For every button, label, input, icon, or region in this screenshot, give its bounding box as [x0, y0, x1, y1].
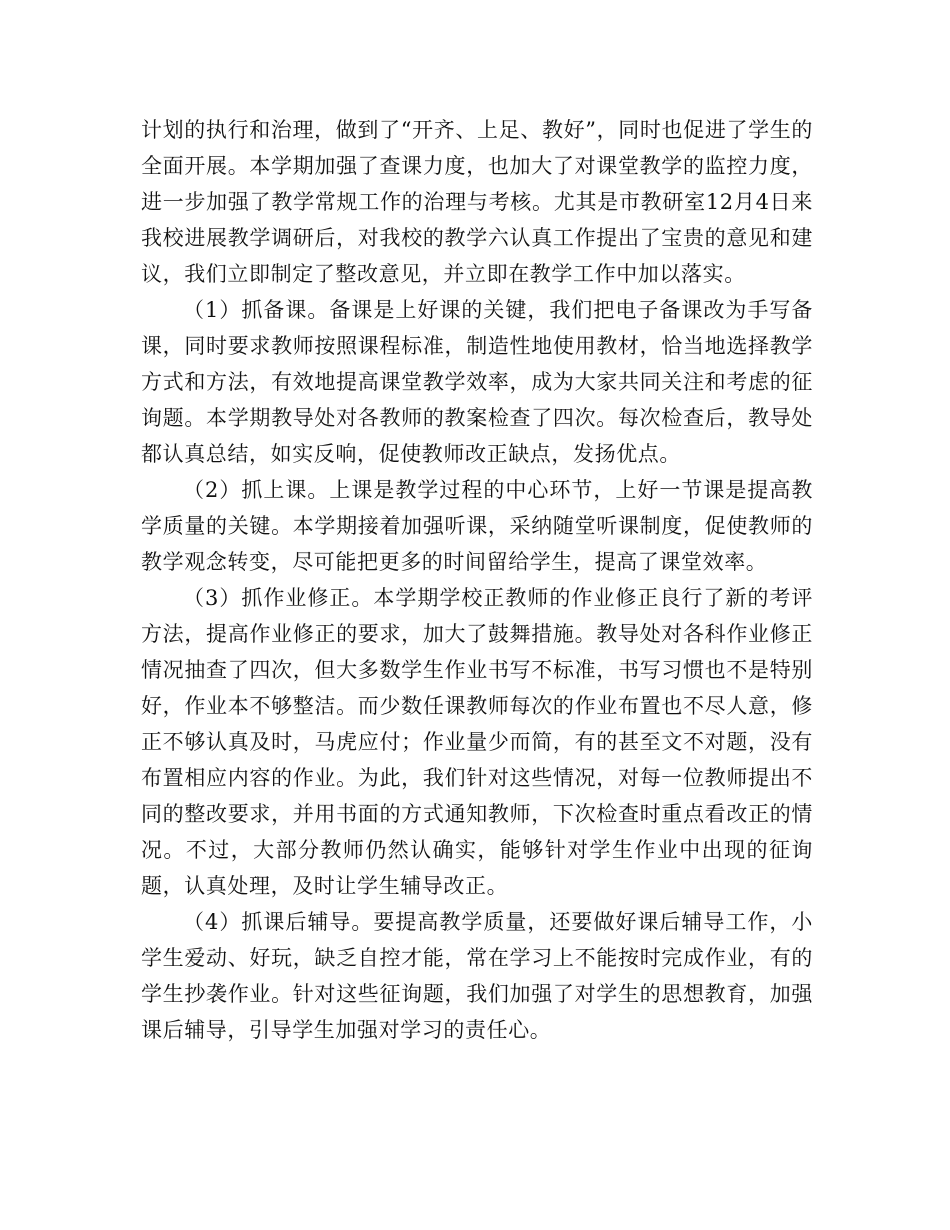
- paragraph-teaching: （2）抓上课。上课是教学过程的中心环节，上好一节课是提高教学质量的关键。本学期接着加强听课，采纳随堂听课制度，促使教师的教学观念转变，尽可能把更多的时间留给学生，提高了课堂效率。: [141, 478, 813, 574]
- document-body: [141, 112, 813, 1048]
- paragraph-after-class-tutoring: （4）抓课后辅导。要提高教学质量，还要做好课后辅导工作，小学生爱动、好玩，缺乏自控才能，常在学习上不能按时完成作业，有的学生抄袭作业。针对这些征询题，我们加强了对学生的思想教育，加强课后辅导，引导学生加强对学习的责任心。: [141, 910, 813, 1042]
- paragraph-homework-correction: （3）抓作业修正。本学期学校正教师的作业修正良行了新的考评方法，提高作业修正的要求，加大了鼓舞措施。教导处对各科作业修正情况抽查了四次，但大多数学生作业书写不标准，书写习惯也不是特别好，作业本不够整洁。而少数任课教师每次的作业布置也不尽人意，修正不够认真及时，马虎应付；作业量少而简，有的甚至文不对题，没有布置相应内容的作业。为此，我们针对这些情况，对每一位教师提出不同的整改要求，并用书面的方式通知教师，下次检查时重点看改正的情况。不过，大部分教师仍然认确实，能够针对学生作业中出现的征询题，认真处理，及时让学生辅导改正。: [141, 586, 813, 898]
- paragraph-lesson-preparation: （1）抓备课。备课是上好课的关键，我们把电子备课改为手写备课，同时要求教师按照课程标准，制造性地使用教材，恰当地选择教学方式和方法，有效地提高课堂教学效率，成为大家共同关注和考虑的征询题。本学期教导处对各教师的教案检查了四次。每次检查后，教导处都认真总结，如实反响，促使教师改正缺点，发扬优点。: [141, 298, 813, 466]
- paragraph-continuation: 计划的执行和治理，做到了“开齐、上足、教好”，同时也促进了学生的全面开展。本学期加强了查课力度，也加大了对课堂教学的监控力度，进一步加强了教学常规工作的治理与考核。尤其是市教研室12月4日来我校进展教学调研后，对我校的教学六认真工作提出了宝贵的意见和建议，我们立即制定了整改意见，并立即在教学工作中加以落实。: [141, 118, 813, 286]
